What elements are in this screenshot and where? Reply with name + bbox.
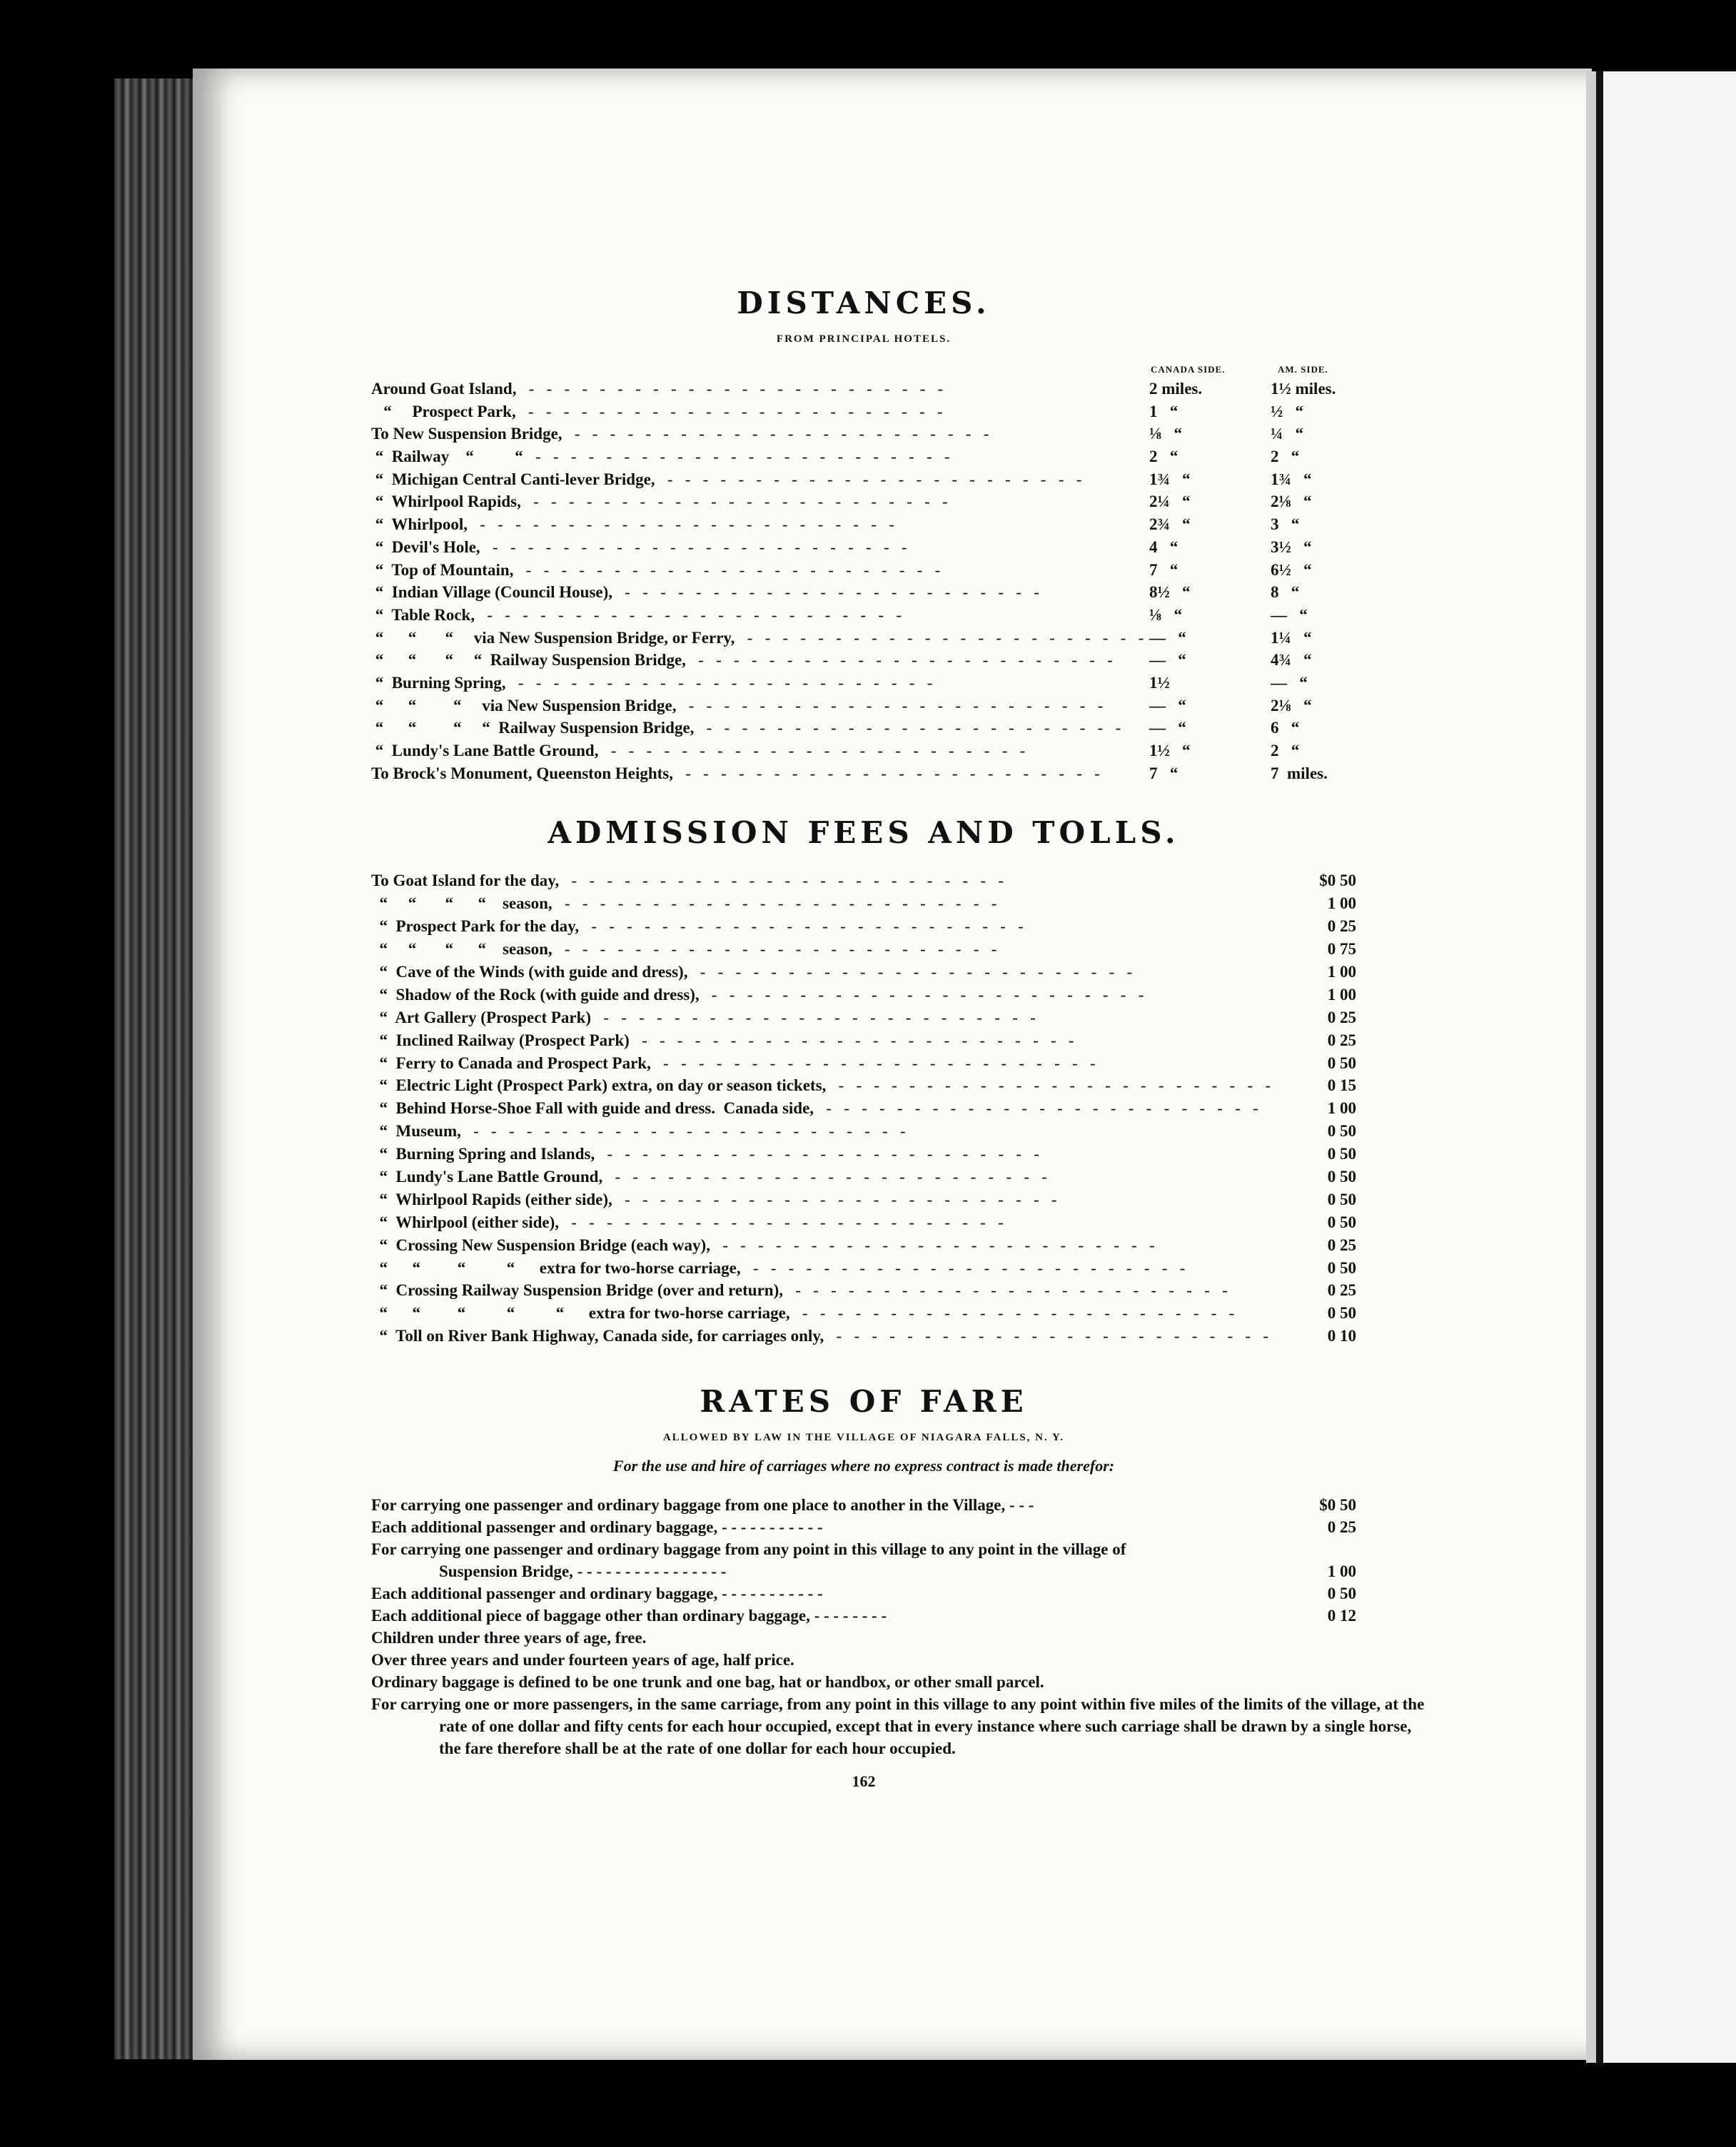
fare-label: For carrying one passenger and ordinary baggage from any point in this village to any point in the village of	[371, 1540, 1126, 1559]
fare-label: Each additional passenger and ordinary baggage, - - - - - - - - - - -	[371, 1518, 823, 1537]
fare-note: For the use and hire of carriages where no express contract is made therefor:	[612, 1457, 1115, 1475]
distance-row	[371, 583, 1356, 606]
fee-amount: 1 00	[1327, 985, 1356, 1004]
canada-distance: — “	[1149, 628, 1186, 647]
american-distance: ¼ “	[1271, 425, 1303, 443]
canada-side-header: CANADA SIDE.	[1151, 364, 1226, 375]
distance-row	[371, 651, 1356, 674]
fare-title: RATES OF FARE	[700, 1384, 1028, 1420]
fare-amount: 1 00	[1327, 1562, 1356, 1581]
fee-amount: $0 50	[1319, 872, 1356, 890]
american-distance: — “	[1271, 605, 1308, 624]
fare-text: Children under three years of age, free.	[371, 1629, 647, 1647]
fare-row	[371, 1560, 1356, 1582]
fee-row	[371, 1031, 1356, 1054]
fee-label: “ Electric Light (Prospect Park) extra, on day or season tickets, - -	[371, 1076, 1299, 1095]
american-distance: 7 miles.	[1271, 764, 1328, 782]
fare-amount: $0 50	[1319, 1496, 1356, 1515]
fee-row	[371, 872, 1356, 894]
distance-row	[371, 742, 1356, 764]
fee-amount: 0 50	[1327, 1122, 1356, 1141]
page-content	[371, 286, 1425, 1791]
american-distance: 3½ “	[1271, 537, 1312, 556]
distance-row	[371, 470, 1356, 493]
distance-label: “ Whirlpool Rapids, - -	[371, 492, 1149, 511]
american-distance: 1¼ “	[1271, 628, 1312, 647]
distance-label: “ Top of Mountain, - -	[371, 561, 1149, 580]
distance-label: To Brock's Monument, Queenston Heights, - -	[371, 764, 1149, 783]
distance-label: “ Railway “ “ - -	[371, 448, 1149, 466]
american-distance: — “	[1271, 673, 1308, 692]
distance-row	[371, 606, 1356, 629]
fare-subtitle: ALLOWED BY LAW IN THE VILLAGE OF NIAGARA FALLS, N. Y.	[662, 1432, 1065, 1444]
fee-label: “ Lundy's Lane Battle Ground, - -	[371, 1168, 1299, 1186]
distances-subtitle: FROM PRINCIPAL HOTELS.	[776, 333, 952, 345]
distances-rows	[371, 364, 1356, 787]
fee-label: “ “ “ “ season, - -	[371, 894, 1299, 913]
fee-row	[371, 1259, 1356, 1282]
fee-label: “ “ “ “ season, - -	[371, 940, 1299, 959]
fee-amount: 0 25	[1327, 1236, 1356, 1254]
fee-row	[371, 1213, 1356, 1236]
canada-distance: 8½ “	[1149, 583, 1191, 602]
fee-amount: 0 10	[1327, 1327, 1356, 1345]
fee-label: “ Toll on River Bank Highway, Canada side, for carriages only, - -	[371, 1327, 1299, 1345]
fee-label: “ Whirlpool (either side), - -	[371, 1213, 1299, 1232]
distance-row	[371, 515, 1356, 538]
distance-label: To New Suspension Bridge, - -	[371, 425, 1149, 443]
fee-label: “ Art Gallery (Prospect Park) - -	[371, 1009, 1299, 1027]
american-distance: 1¾ “	[1271, 470, 1312, 488]
fee-amount: 0 15	[1327, 1076, 1356, 1095]
distance-row	[371, 448, 1356, 470]
distance-row	[371, 674, 1356, 697]
fee-row	[371, 917, 1356, 940]
american-distance: 6 “	[1271, 719, 1300, 737]
fee-row	[371, 894, 1356, 917]
fare-label: Each additional piece of baggage other than ordinary baggage, - - - - - - - -	[371, 1607, 887, 1625]
american-distance: 4¾ “	[1271, 651, 1312, 670]
distance-label: “ “ “ via New Suspension Bridge, - -	[371, 697, 1149, 715]
fee-label: To Goat Island for the day, - -	[371, 872, 1299, 890]
fee-label: “ Inclined Railway (Prospect Park) - -	[371, 1031, 1299, 1050]
fee-label: “ Shadow of the Rock (with guide and dress), - -	[371, 986, 1299, 1004]
canada-distance: 2¾ “	[1149, 515, 1191, 534]
distance-row	[371, 697, 1356, 719]
fee-amount: 0 25	[1327, 1031, 1356, 1049]
american-distance: 2⅛ “	[1271, 696, 1312, 714]
fee-row	[371, 1327, 1356, 1350]
distance-row	[371, 719, 1356, 742]
distance-label: “ Indian Village (Council House), - -	[371, 583, 1149, 602]
fee-label: “ Cave of the Winds (with guide and dress), - -	[371, 963, 1299, 981]
canada-distance: 4 “	[1149, 537, 1179, 556]
fee-amount: 1 00	[1327, 894, 1356, 913]
distances-title: DISTANCES.	[737, 286, 991, 320]
fee-label: “ Burning Spring and Islands, - -	[371, 1145, 1299, 1163]
distance-label: “ Table Rock, - -	[371, 606, 1149, 625]
fee-label: “ Ferry to Canada and Prospect Park, - -	[371, 1054, 1299, 1073]
fee-row	[371, 1099, 1356, 1122]
fare-row	[371, 1494, 1356, 1516]
fee-label: “ Crossing Railway Suspension Bridge (over and return), - -	[371, 1281, 1299, 1300]
canada-distance: ⅛ “	[1149, 605, 1182, 624]
fare-label: For carrying one passenger and ordinary baggage from one place to another in the Village, - - -	[371, 1496, 1034, 1515]
fare-text: For carrying one or more passengers, in the same carriage, from any point in this village to any point within five miles of the limits of the village, at the rate of one dollar and fifty cents for each hour occupied, except that in every instance where such carriage shall be drawn by a single horse, the fare therefore shall be at the rate of one dollar for each hour occupied.	[371, 1695, 1425, 1758]
fee-row	[371, 1009, 1356, 1031]
canada-distance: 1¾ “	[1149, 470, 1191, 488]
distance-label: Around Goat Island, - -	[371, 380, 1149, 398]
distance-row	[371, 403, 1356, 425]
american-distance: 2 “	[1271, 742, 1300, 759]
distance-label: “ Devil's Hole, - -	[371, 538, 1149, 557]
fee-row	[371, 963, 1356, 986]
distance-label: “ “ “ via New Suspension Bridge, or Ferry, - -	[371, 629, 1149, 647]
distance-row	[371, 425, 1356, 448]
american-side-header: AM. SIDE.	[1278, 364, 1328, 375]
canada-distance: — “	[1149, 696, 1186, 714]
fee-amount: 0 50	[1327, 1258, 1356, 1277]
american-distance: ½ “	[1271, 402, 1303, 420]
fees-title: ADMISSION FEES AND TOLLS.	[547, 815, 1180, 851]
fee-label: “ Crossing New Suspension Bridge (each way), - -	[371, 1236, 1299, 1255]
canada-distance: ⅛ “	[1149, 425, 1182, 443]
distance-label: “ Whirlpool, - -	[371, 515, 1149, 534]
fare-row	[371, 1582, 1356, 1605]
fare-amount: 0 12	[1327, 1607, 1356, 1625]
canada-distance: 1½	[1149, 673, 1170, 692]
fare-label: Each additional passenger and ordinary baggage, - - - - - - - - - - -	[371, 1585, 823, 1603]
fee-row	[371, 1168, 1356, 1191]
fee-row	[371, 1145, 1356, 1168]
canada-distance: — “	[1149, 651, 1186, 670]
fare-text: Ordinary baggage is defined to be one trunk and one bag, hat or handbox, or other small parcel.	[371, 1673, 1044, 1692]
page-edge	[1586, 71, 1596, 2063]
distance-row	[371, 561, 1356, 584]
fee-amount: 0 50	[1327, 1304, 1356, 1323]
distances-table	[371, 364, 1356, 787]
fare-row	[371, 1605, 1356, 1627]
distance-label: “ Prospect Park, - -	[371, 403, 1149, 421]
distance-row	[371, 492, 1356, 515]
american-distance: 1½ miles.	[1271, 380, 1336, 398]
canada-distance: 2¼ “	[1149, 492, 1191, 511]
canada-distance: 7 “	[1149, 560, 1179, 579]
fee-row	[371, 1054, 1356, 1077]
fare-amount: 0 25	[1327, 1518, 1356, 1537]
fee-amount: 0 75	[1327, 940, 1356, 959]
fee-amount: 0 50	[1327, 1190, 1356, 1208]
facing-page	[1596, 71, 1736, 2063]
canada-distance: 1 “	[1149, 402, 1179, 420]
distance-row	[371, 380, 1356, 403]
distance-label: “ “ “ “ Railway Suspension Bridge, - -	[371, 651, 1149, 670]
fare-label: Suspension Bridge, - - - - - - - - - - - - - - - -	[439, 1562, 727, 1581]
fee-amount: 1 00	[1327, 962, 1356, 981]
distance-row	[371, 764, 1356, 787]
page-number: 162	[852, 1772, 876, 1791]
american-distance: 8 “	[1271, 583, 1300, 602]
fee-amount: 1 00	[1327, 1099, 1356, 1118]
american-distance: 2⅛ “	[1271, 492, 1312, 511]
fee-amount: 0 25	[1327, 1008, 1356, 1026]
fee-row	[371, 1191, 1356, 1213]
fee-amount: 0 25	[1327, 917, 1356, 936]
fee-label: “ Museum, - -	[371, 1122, 1299, 1141]
fee-amount: 0 50	[1327, 1054, 1356, 1072]
fee-amount: 0 50	[1327, 1145, 1356, 1163]
fare-table	[371, 1494, 1425, 1759]
fee-label: “ Prospect Park for the day, - -	[371, 917, 1299, 936]
distance-label: “ Michigan Central Canti-lever Bridge, - -	[371, 470, 1149, 489]
fee-row	[371, 986, 1356, 1009]
fee-amount: 0 25	[1327, 1281, 1356, 1300]
canada-distance: 2 “	[1149, 448, 1179, 466]
fee-row	[371, 1076, 1356, 1099]
canada-distance: 7 “	[1149, 764, 1179, 782]
fee-row	[371, 1281, 1356, 1304]
american-distance: 6½ “	[1271, 560, 1312, 579]
fare-row	[371, 1516, 1356, 1538]
fee-row	[371, 1304, 1356, 1327]
fee-label: “ Behind Horse-Shoe Fall with guide and dress. Canada side, - -	[371, 1099, 1299, 1118]
fee-label: “ “ “ “ extra for two-horse carriage, - -	[371, 1259, 1299, 1278]
canada-distance: 1½ “	[1149, 742, 1191, 759]
canada-distance: 2 miles.	[1149, 380, 1203, 398]
fee-amount: 0 50	[1327, 1167, 1356, 1186]
fees-table	[371, 872, 1356, 1350]
fare-amount: 0 50	[1327, 1585, 1356, 1603]
distance-label: “ “ “ “ Railway Suspension Bridge, - -	[371, 719, 1149, 737]
fee-label: “ “ “ “ “ extra for two-horse carriage, - -	[371, 1304, 1299, 1323]
fee-label: “ Whirlpool Rapids (either side), - -	[371, 1191, 1299, 1209]
fare-text: Over three years and under fourteen years of age, half price.	[371, 1651, 794, 1669]
fee-row	[371, 940, 1356, 963]
american-distance: 2 “	[1271, 448, 1300, 466]
distance-label: “ Lundy's Lane Battle Ground, - -	[371, 742, 1149, 760]
distance-row	[371, 538, 1356, 561]
fee-row	[371, 1236, 1356, 1259]
distance-row	[371, 629, 1356, 652]
fee-amount: 0 50	[1327, 1213, 1356, 1231]
american-distance: 3 “	[1271, 515, 1300, 534]
fee-row	[371, 1122, 1356, 1145]
distance-label: “ Burning Spring, - -	[371, 674, 1149, 692]
canada-distance: — “	[1149, 719, 1186, 737]
book-spine	[114, 79, 200, 2059]
